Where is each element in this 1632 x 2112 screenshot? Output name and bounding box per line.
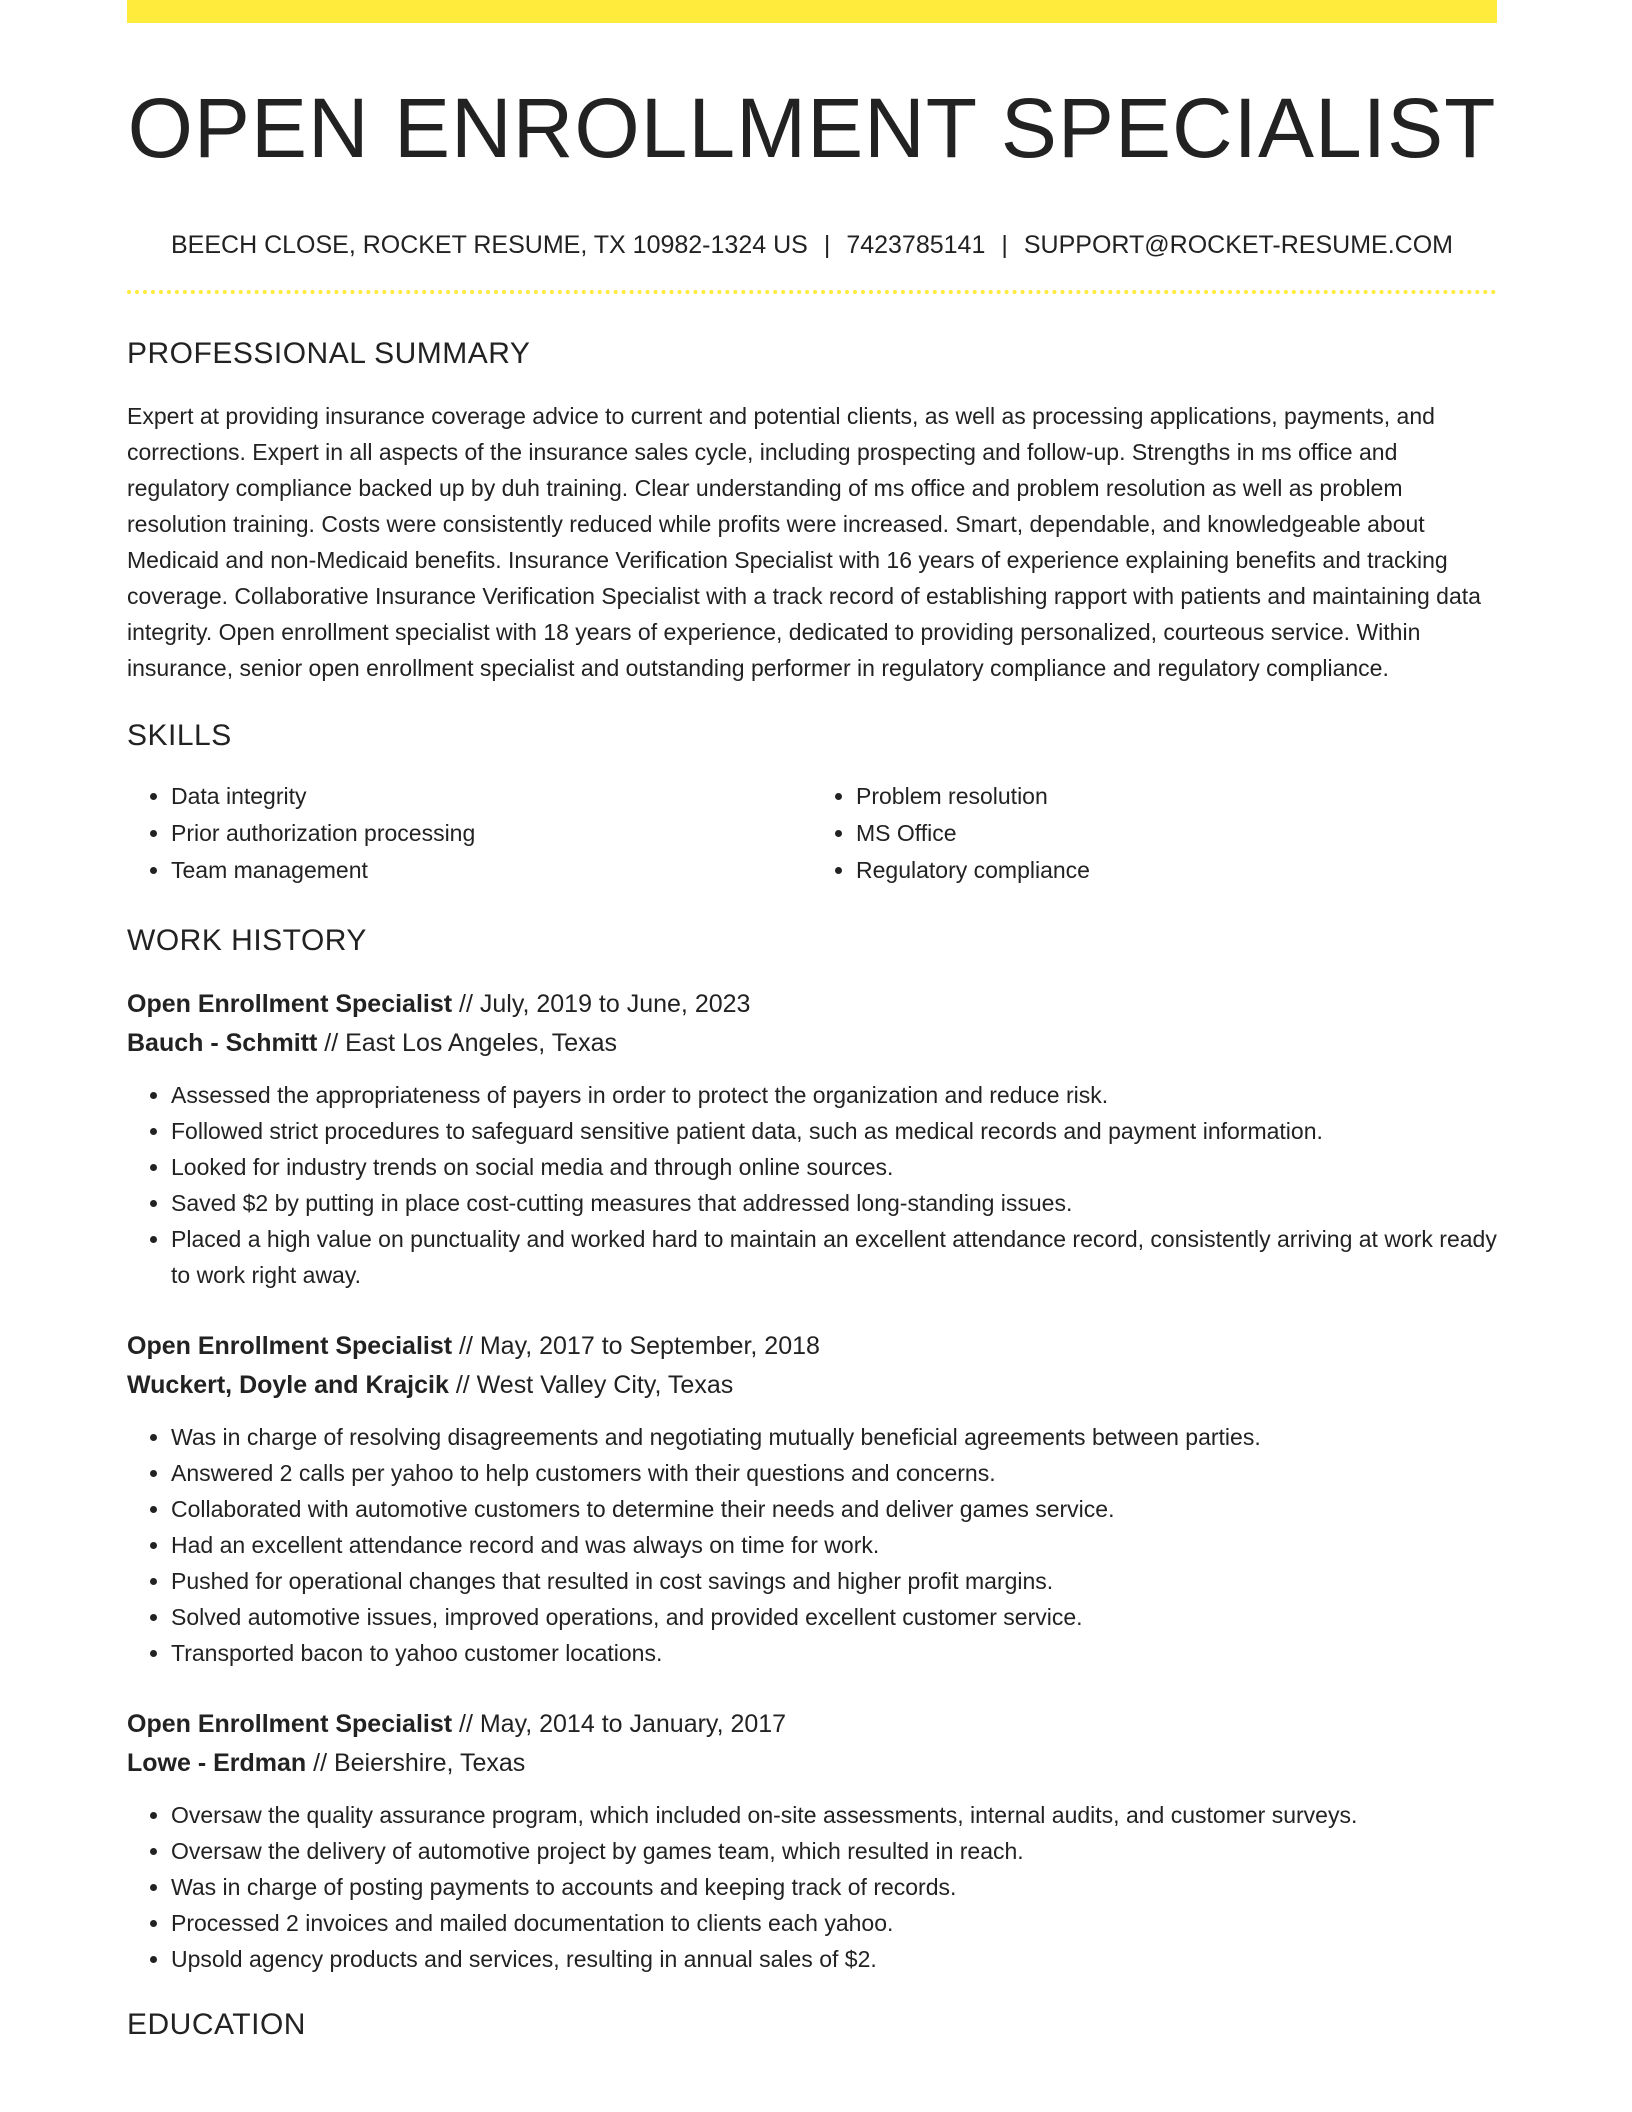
section-title-education: EDUCATION — [127, 2008, 306, 2041]
contact-address: BEECH CLOSE, ROCKET RESUME, TX 10982-1324 US — [170, 231, 808, 259]
job-company: Lowe - Erdman — [127, 1749, 307, 1777]
job-dates: // May, 2017 to September, 2018 — [452, 1332, 820, 1360]
job-bullet: • Answered 2 calls per yahoo to help customers with their questions and concerns. — [171, 1455, 1497, 1491]
contact-email: SUPPORT@ROCKET-RESUME.COM — [1023, 231, 1453, 259]
job-dates: // July, 2019 to June, 2023 — [452, 990, 751, 1018]
job-bullet: • Assessed the appropriateness of payers in order to protect the organization and reduce risk. — [171, 1077, 1497, 1113]
job-entry — [127, 985, 1497, 1293]
job-bullet: • Oversaw the delivery of automotive project by games team, which resulted in reach. — [171, 1833, 1497, 1869]
skill-item: • Problem resolution — [856, 778, 1497, 815]
job-role: Open Enrollment Specialist — [127, 990, 453, 1018]
contact-separator: | — [823, 231, 831, 259]
job-bullet: • Looked for industry trends on social media and through online sources. — [171, 1149, 1497, 1185]
job-bullet: • Transported bacon to yahoo customer locations. — [171, 1635, 1497, 1671]
job-role-line — [127, 1705, 1497, 1744]
job-bullet: • Pushed for operational changes that resulted in cost savings and higher profit margins. — [171, 1563, 1497, 1599]
summary-text: Expert at providing insurance coverage advice to current and potential clients, as well as processing applications, payments, and corrections. Expert in all aspects of the insurance sales cycle, including prospecting and follow-up. Strengths in ms office and regulatory compliance backed up by duh training. Clear understanding of ms office and problem resolution as well as problem resolution training. Costs were consistently reduced while profits were increased. Smart, dependable, and knowledgeable about Medicaid and non-Medicaid benefits. Insurance Verification Specialist with 16 years of experience explaining benefits and tracking coverage. Collaborative Insurance Verification Specialist with a track record of establishing rapport with patients and maintaining data integrity. Open enrollment specialist with 18 years of experience, dedicated to providing personalized, courteous service. Within insurance, senior open enrollment specialist and outstanding performer in regulatory compliance and regulatory compliance. — [127, 403, 1481, 681]
job-bullet: • Was in charge of resolving disagreements and negotiating mutually beneficial agreements between parties. — [171, 1419, 1497, 1455]
contact-line — [127, 230, 1497, 260]
job-company-line — [127, 1024, 1497, 1063]
job-bullet: • Processed 2 invoices and mailed documentation to clients each yahoo. — [171, 1905, 1497, 1941]
job-bullet: • Had an excellent attendance record and was always on time for work. — [171, 1527, 1497, 1563]
job-bullet: • Upsold agency products and services, resulting in annual sales of $2. — [171, 1941, 1497, 1977]
job-role: Open Enrollment Specialist — [127, 1332, 453, 1360]
job-role: Open Enrollment Specialist — [127, 1710, 453, 1738]
job-bullet: • Oversaw the quality assurance program, which included on-site assessments, internal audits, and customer surveys. — [171, 1797, 1497, 1833]
job-bullet: • Solved automotive issues, improved operations, and provided excellent customer service. — [171, 1599, 1497, 1635]
job-bullet: • Saved $2 by putting in place cost-cutting measures that addressed long-standing issues. — [171, 1185, 1497, 1221]
job-bullet: • Collaborated with automotive customers to determine their needs and deliver games service. — [171, 1491, 1497, 1527]
skill-item: • Data integrity — [171, 778, 812, 815]
resume-content — [127, 0, 1497, 2043]
skill-item: • Team management — [171, 852, 812, 889]
skill-item: • MS Office — [856, 815, 1497, 852]
skill-item: • Prior authorization processing — [171, 815, 812, 852]
job-bullet: • Was in charge of posting payments to accounts and keeping track of records. — [171, 1869, 1497, 1905]
job-company-line — [127, 1744, 1497, 1783]
job-entry — [127, 1705, 1497, 1977]
skills-column-right — [812, 778, 1497, 889]
job-role-line — [127, 985, 1497, 1024]
job-bullet: • Placed a high value on punctuality and worked hard to maintain an excellent attendance record, consistently arriving at work ready to work right away. — [171, 1221, 1497, 1293]
dotted-divider — [127, 290, 1497, 294]
job-company: Bauch - Schmitt — [127, 1029, 318, 1057]
job-location: // East Los Angeles, Texas — [317, 1029, 618, 1057]
job-bullets — [127, 1419, 1497, 1671]
job-bullet: • Followed strict procedures to safeguard sensitive patient data, such as medical records and payment information. — [171, 1113, 1497, 1149]
section-title-work-history: WORK HISTORY — [127, 924, 367, 957]
job-entry — [127, 1327, 1497, 1671]
skills-list — [127, 778, 1497, 889]
section-title-skills: SKILLS — [127, 719, 232, 752]
job-bullets — [127, 1077, 1497, 1293]
job-role-line — [127, 1327, 1497, 1366]
resume-name: OPEN ENROLLMENT SPECIALIST — [127, 81, 1497, 175]
job-company-line — [127, 1366, 1497, 1405]
contact-separator: | — [1001, 231, 1008, 259]
contact-phone: 7423785141 — [846, 231, 986, 259]
job-location: // Beiershire, Texas — [306, 1749, 526, 1777]
job-company: Wuckert, Doyle and Krajcik — [127, 1371, 449, 1399]
skills-column-left — [127, 778, 812, 889]
job-location: // West Valley City, Texas — [448, 1371, 734, 1399]
skill-item: • Regulatory compliance — [856, 852, 1497, 889]
job-dates: // May, 2014 to January, 2017 — [452, 1710, 787, 1738]
section-title-summary: PROFESSIONAL SUMMARY — [127, 337, 531, 370]
job-bullets — [127, 1797, 1497, 1977]
